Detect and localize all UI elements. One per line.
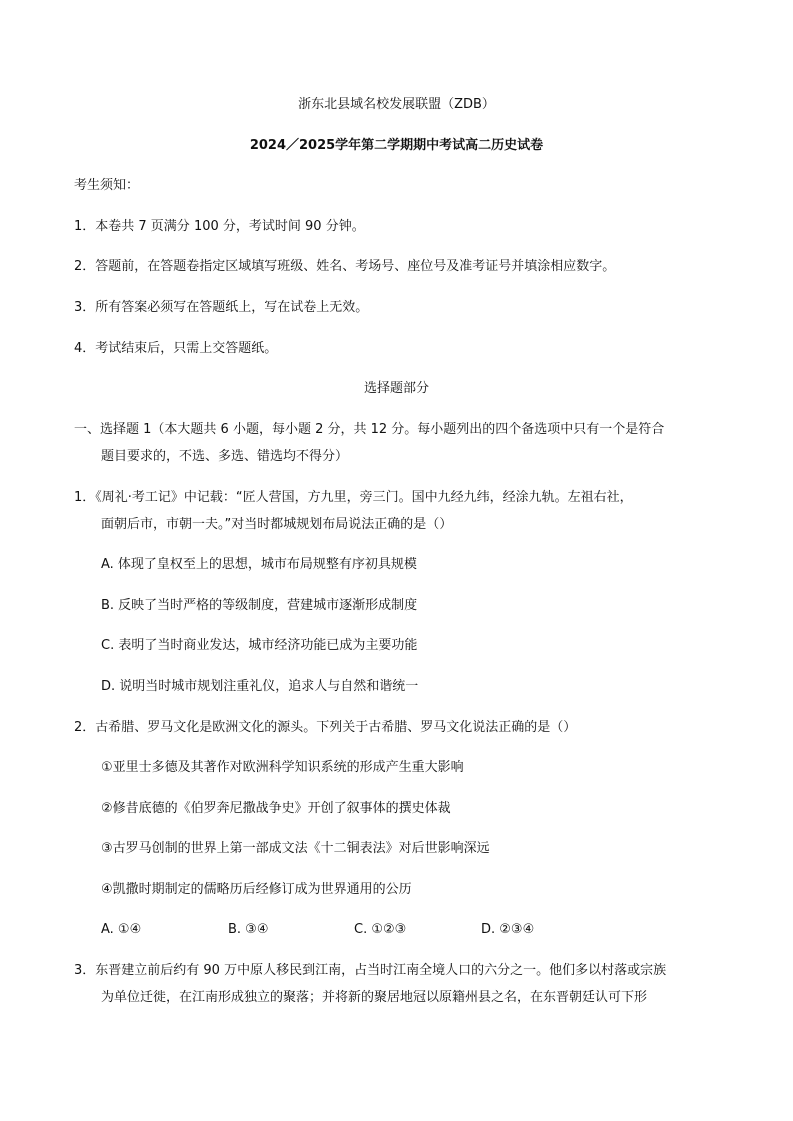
q2-option-b: B. ③④ <box>228 922 269 937</box>
notice-item: 3．所有答案必须写在答题纸上，写在试卷上无效。 <box>74 300 369 315</box>
q1-option-a: A. 体现了皇权至上的思想，城市布局规整有序初具规模 <box>101 557 417 572</box>
q1-stem: 1．《周礼·考工记》中记载：“匠人营国，方九里，旁三门。国中九经九纬，经涂九轨。左祖右社， <box>74 490 633 505</box>
q2-stem: 2．古希腊、罗马文化是欧洲文化的源头。下列关于古希腊、罗马文化说法正确的是（） <box>74 720 577 735</box>
section-title: 选择题部分 <box>363 381 429 396</box>
q2-option-a: A. ①④ <box>101 922 142 937</box>
q1-stem-cont: 面朝后市，市朝一夫。”对当时都城规划布局说法正确的是（） <box>101 517 453 532</box>
q3-stem-cont: 为单位迁徙，在江南形成独立的聚落；并将新的聚居地冠以原籍州县之名，在东晋朝廷认可下形 <box>101 990 648 1005</box>
notice-heading: 考生须知： <box>74 178 140 193</box>
q2-statement: ④凯撒时期制定的儒略历后经修订成为世界通用的公历 <box>101 882 412 897</box>
q1-option-c: C. 表明了当时商业发达，城市经济功能已成为主要功能 <box>101 638 418 653</box>
q2-statement: ②修昔底德的《伯罗奔尼撒战争史》开创了叙事体的撰史体裁 <box>101 801 451 816</box>
q1-option-b: B. 反映了当时严格的等级制度，营建城市逐渐形成制度 <box>101 598 418 613</box>
notice-item: 2．答题前，在答题卷指定区域填写班级、姓名、考场号、座位号及准考证号并填涂相应数字。 <box>74 259 616 274</box>
q3-stem: 3．东晋建立前后约有 90 万中原人移民到江南，占当时江南全境人口的六分之一。他们多以村落或宗族 <box>74 963 667 978</box>
part1-instructions-cont: 题目要求的，不选、多选、错选均不得分） <box>101 449 349 464</box>
exam-title: 2024／2025学年第二学期期中考试高二历史试卷 <box>249 138 544 153</box>
part1-instructions: 一、选择题 1（本大题共 6 小题，每小题 2 分，共 12 分。每小题列出的四个备选项中只有一个是符合 <box>74 422 665 437</box>
q2-option-c: C. ①②③ <box>354 922 407 937</box>
q1-option-d: D. 说明当时城市规划注重礼仪，追求人与自然和谐统一 <box>101 679 419 694</box>
notice-item: 1．本卷共 7 页满分 100 分，考试时间 90 分钟。 <box>74 219 365 234</box>
notice-item: 4．考试结束后，只需上交答题纸。 <box>74 341 278 356</box>
q2-statement: ①亚里士多德及其著作对欧洲科学知识系统的形成产生重大影响 <box>101 760 464 775</box>
org-title: 浙东北县域名校发展联盟（ZDB） <box>298 97 495 112</box>
q2-statement: ③古罗马创制的世界上第一部成文法《十二铜表法》对后世影响深远 <box>101 841 490 856</box>
q2-option-d: D. ②③④ <box>481 922 535 937</box>
